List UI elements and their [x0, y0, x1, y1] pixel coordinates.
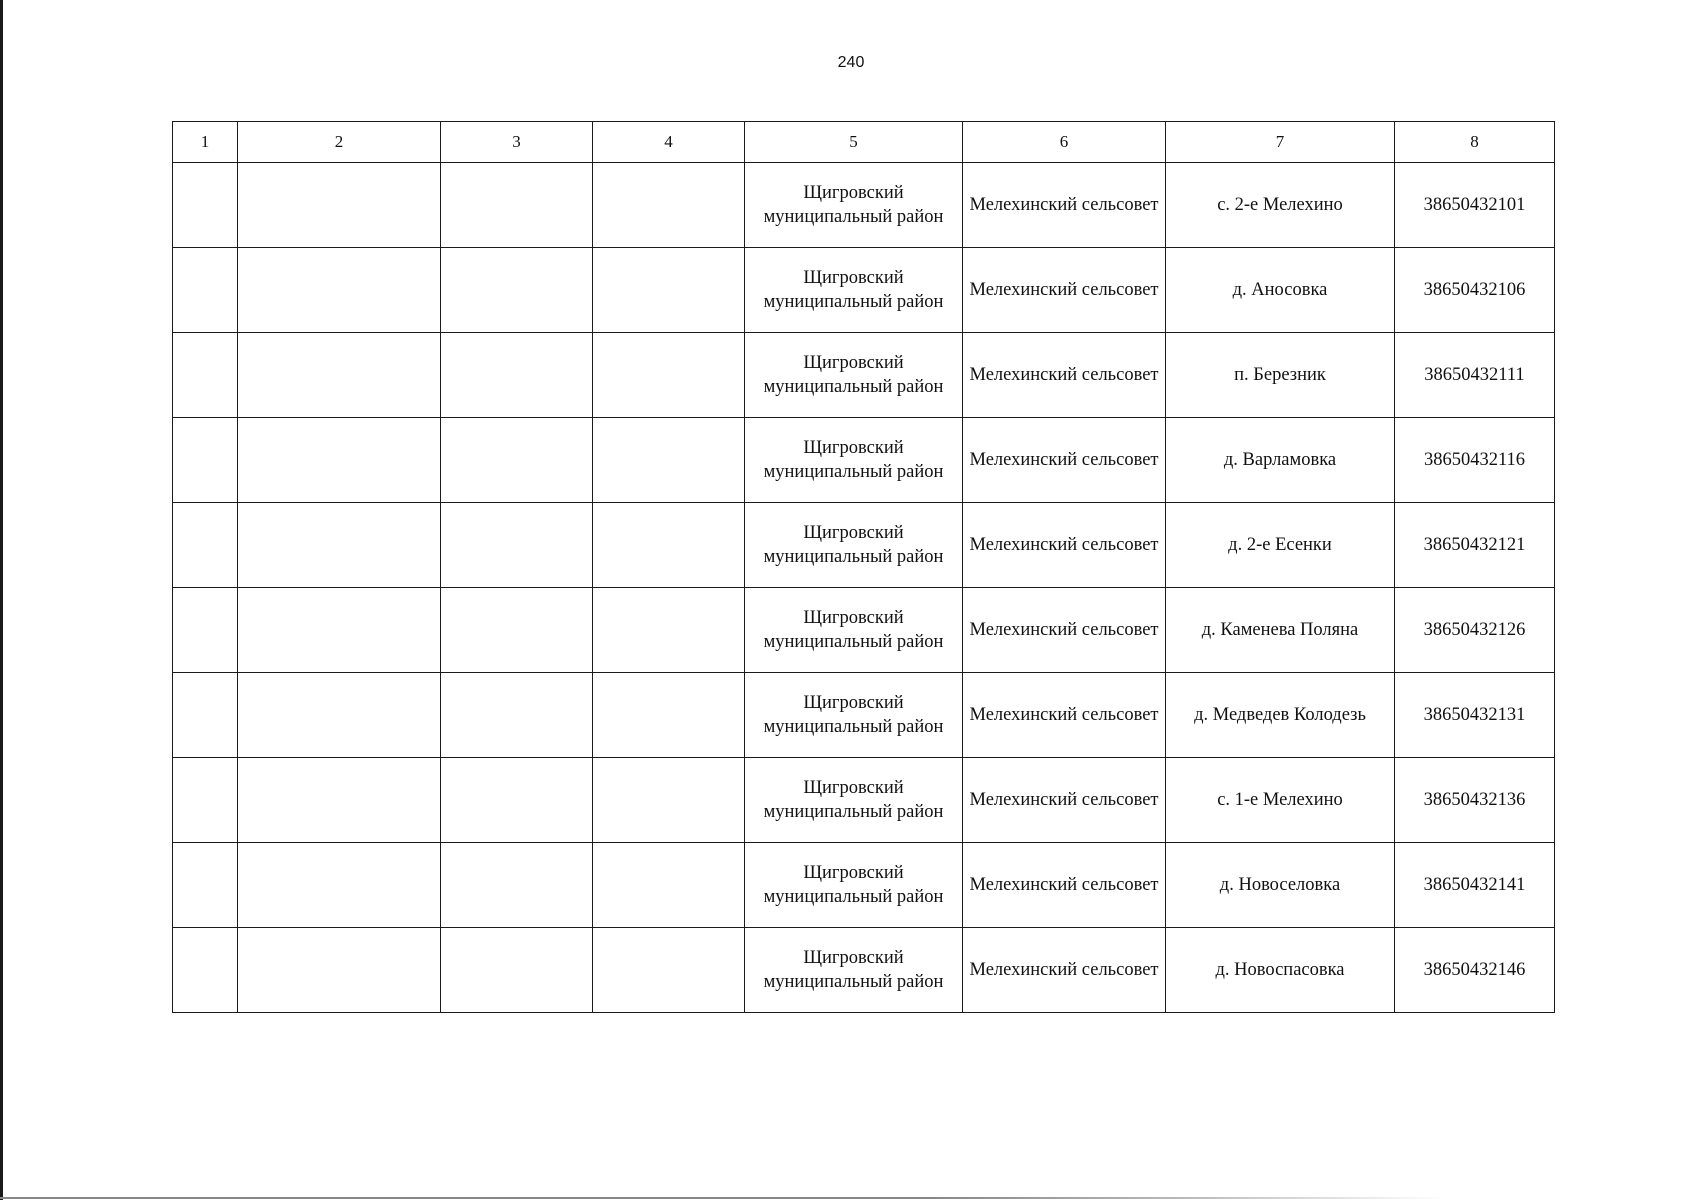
cell-settlement: д. Варламовка — [1166, 418, 1395, 503]
header-row — [173, 122, 1555, 163]
cell-col4 — [593, 928, 745, 1013]
cell-col4 — [593, 673, 745, 758]
cell-district: Щигровский муниципальный район — [745, 928, 963, 1013]
cell-code: 38650432126 — [1395, 588, 1555, 673]
cell-settlement: д. Медведев Колодезь — [1166, 673, 1395, 758]
cell-col4 — [593, 163, 745, 248]
column-header-4: 4 — [593, 122, 745, 163]
cell-col1 — [173, 758, 238, 843]
cell-settlement: д. Каменева Поляна — [1166, 588, 1395, 673]
scan-bottom-edge — [0, 1197, 1702, 1199]
cell-code: 38650432106 — [1395, 248, 1555, 333]
cell-district: Щигровский муниципальный район — [745, 843, 963, 928]
cell-col3 — [441, 588, 593, 673]
cell-col3 — [441, 418, 593, 503]
table-row — [173, 163, 1555, 248]
cell-col4 — [593, 758, 745, 843]
cell-code: 38650432111 — [1395, 333, 1555, 418]
cell-col3 — [441, 503, 593, 588]
cell-district: Щигровский муниципальный район — [745, 503, 963, 588]
cell-code: 38650432136 — [1395, 758, 1555, 843]
cell-code: 38650432121 — [1395, 503, 1555, 588]
cell-district: Щигровский муниципальный район — [745, 418, 963, 503]
table-row — [173, 418, 1555, 503]
cell-council: Мелехинский сельсовет — [963, 333, 1166, 418]
cell-col3 — [441, 928, 593, 1013]
column-header-1: 1 — [173, 122, 238, 163]
cell-col2 — [238, 758, 441, 843]
cell-col1 — [173, 503, 238, 588]
cell-col4 — [593, 843, 745, 928]
column-header-7: 7 — [1166, 122, 1395, 163]
cell-col2 — [238, 928, 441, 1013]
cell-code: 38650432101 — [1395, 163, 1555, 248]
cell-col2 — [238, 588, 441, 673]
table-row — [173, 588, 1555, 673]
cell-col1 — [173, 163, 238, 248]
cell-col1 — [173, 843, 238, 928]
table-row — [173, 673, 1555, 758]
cell-col2 — [238, 248, 441, 333]
cell-col2 — [238, 163, 441, 248]
cell-settlement: д. Аносовка — [1166, 248, 1395, 333]
cell-col3 — [441, 248, 593, 333]
table-row — [173, 333, 1555, 418]
cell-council: Мелехинский сельсовет — [963, 418, 1166, 503]
cell-settlement: д. Новоселовка — [1166, 843, 1395, 928]
cell-district: Щигровский муниципальный район — [745, 758, 963, 843]
cell-col2 — [238, 333, 441, 418]
cell-district: Щигровский муниципальный район — [745, 248, 963, 333]
cell-settlement: с. 2-е Мелехино — [1166, 163, 1395, 248]
table-row — [173, 928, 1555, 1013]
cell-col1 — [173, 928, 238, 1013]
cell-col3 — [441, 758, 593, 843]
settlement-table — [172, 121, 1555, 1013]
cell-col4 — [593, 418, 745, 503]
cell-col1 — [173, 333, 238, 418]
cell-district: Щигровский муниципальный район — [745, 163, 963, 248]
scan-left-edge — [0, 0, 3, 1200]
cell-council: Мелехинский сельсовет — [963, 503, 1166, 588]
cell-settlement: п. Березник — [1166, 333, 1395, 418]
column-header-2: 2 — [238, 122, 441, 163]
page-number: 240 — [837, 54, 865, 71]
cell-settlement: д. 2-е Есенки — [1166, 503, 1395, 588]
table-row — [173, 758, 1555, 843]
cell-district: Щигровский муниципальный район — [745, 588, 963, 673]
cell-council: Мелехинский сельсовет — [963, 588, 1166, 673]
cell-council: Мелехинский сельсовет — [963, 163, 1166, 248]
cell-code: 38650432146 — [1395, 928, 1555, 1013]
table-row — [173, 843, 1555, 928]
cell-col3 — [441, 333, 593, 418]
cell-col4 — [593, 503, 745, 588]
cell-council: Мелехинский сельсовет — [963, 758, 1166, 843]
cell-col4 — [593, 588, 745, 673]
column-header-8: 8 — [1395, 122, 1555, 163]
cell-col4 — [593, 333, 745, 418]
cell-col3 — [441, 843, 593, 928]
column-header-5: 5 — [745, 122, 963, 163]
cell-col3 — [441, 163, 593, 248]
cell-col1 — [173, 418, 238, 503]
cell-council: Мелехинский сельсовет — [963, 928, 1166, 1013]
cell-settlement: с. 1-е Мелехино — [1166, 758, 1395, 843]
cell-council: Мелехинский сельсовет — [963, 843, 1166, 928]
cell-council: Мелехинский сельсовет — [963, 248, 1166, 333]
cell-code: 38650432116 — [1395, 418, 1555, 503]
cell-council: Мелехинский сельсовет — [963, 673, 1166, 758]
table-row — [173, 503, 1555, 588]
cell-col1 — [173, 673, 238, 758]
table-row — [173, 248, 1555, 333]
column-header-6: 6 — [963, 122, 1166, 163]
cell-col2 — [238, 503, 441, 588]
cell-settlement: д. Новоспасовка — [1166, 928, 1395, 1013]
cell-col3 — [441, 673, 593, 758]
cell-col2 — [238, 843, 441, 928]
cell-col2 — [238, 418, 441, 503]
cell-col1 — [173, 248, 238, 333]
cell-col2 — [238, 673, 441, 758]
cell-code: 38650432131 — [1395, 673, 1555, 758]
cell-col1 — [173, 588, 238, 673]
cell-col4 — [593, 248, 745, 333]
cell-district: Щигровский муниципальный район — [745, 333, 963, 418]
column-header-3: 3 — [441, 122, 593, 163]
cell-code: 38650432141 — [1395, 843, 1555, 928]
cell-district: Щигровский муниципальный район — [745, 673, 963, 758]
